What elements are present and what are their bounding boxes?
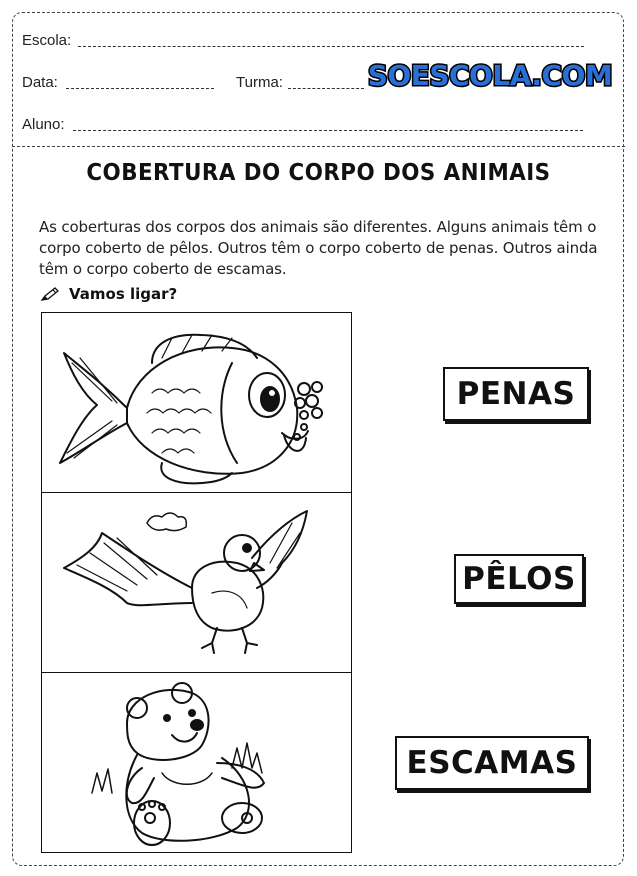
prompt-row [40, 285, 177, 303]
date-label: Data: [22, 74, 58, 91]
animal-grid [41, 312, 352, 853]
student-line[interactable] [73, 130, 583, 131]
header-divider [12, 146, 625, 147]
class-label: Turma: [236, 74, 283, 91]
date-line[interactable] [66, 88, 214, 89]
fish-icon [42, 313, 351, 493]
pencil-icon [40, 286, 60, 302]
class-line[interactable] [288, 88, 364, 89]
logo-text: SOESCOLA.COM [368, 59, 612, 92]
student-label: Aluno: [22, 116, 65, 133]
prompt-text: Vamos ligar? [69, 285, 178, 303]
word-box-escamas[interactable]: ESCAMAS [395, 736, 589, 790]
worksheet-title: COBERTURA DO CORPO DOS ANIMAIS [86, 160, 551, 186]
animal-cell-fish[interactable] [42, 313, 351, 493]
intro-paragraph: As coberturas dos corpos dos animais são diferentes. Alguns animais têm o corpo coberto de pêlos. Outros têm o corpo coberto de penas. Outros ainda têm o corpo coberto de escamas. [39, 218, 598, 278]
soescola-logo [368, 56, 612, 94]
animal-cell-bird[interactable] [42, 493, 351, 673]
bear-icon [42, 673, 351, 851]
school-line[interactable] [78, 46, 584, 47]
school-label: Escola: [22, 32, 72, 49]
bird-icon [42, 493, 351, 673]
animal-cell-bear[interactable] [42, 673, 351, 851]
word-box-penas[interactable]: PENAS [443, 367, 589, 421]
word-box-pelos[interactable]: PÊLOS [454, 554, 584, 604]
